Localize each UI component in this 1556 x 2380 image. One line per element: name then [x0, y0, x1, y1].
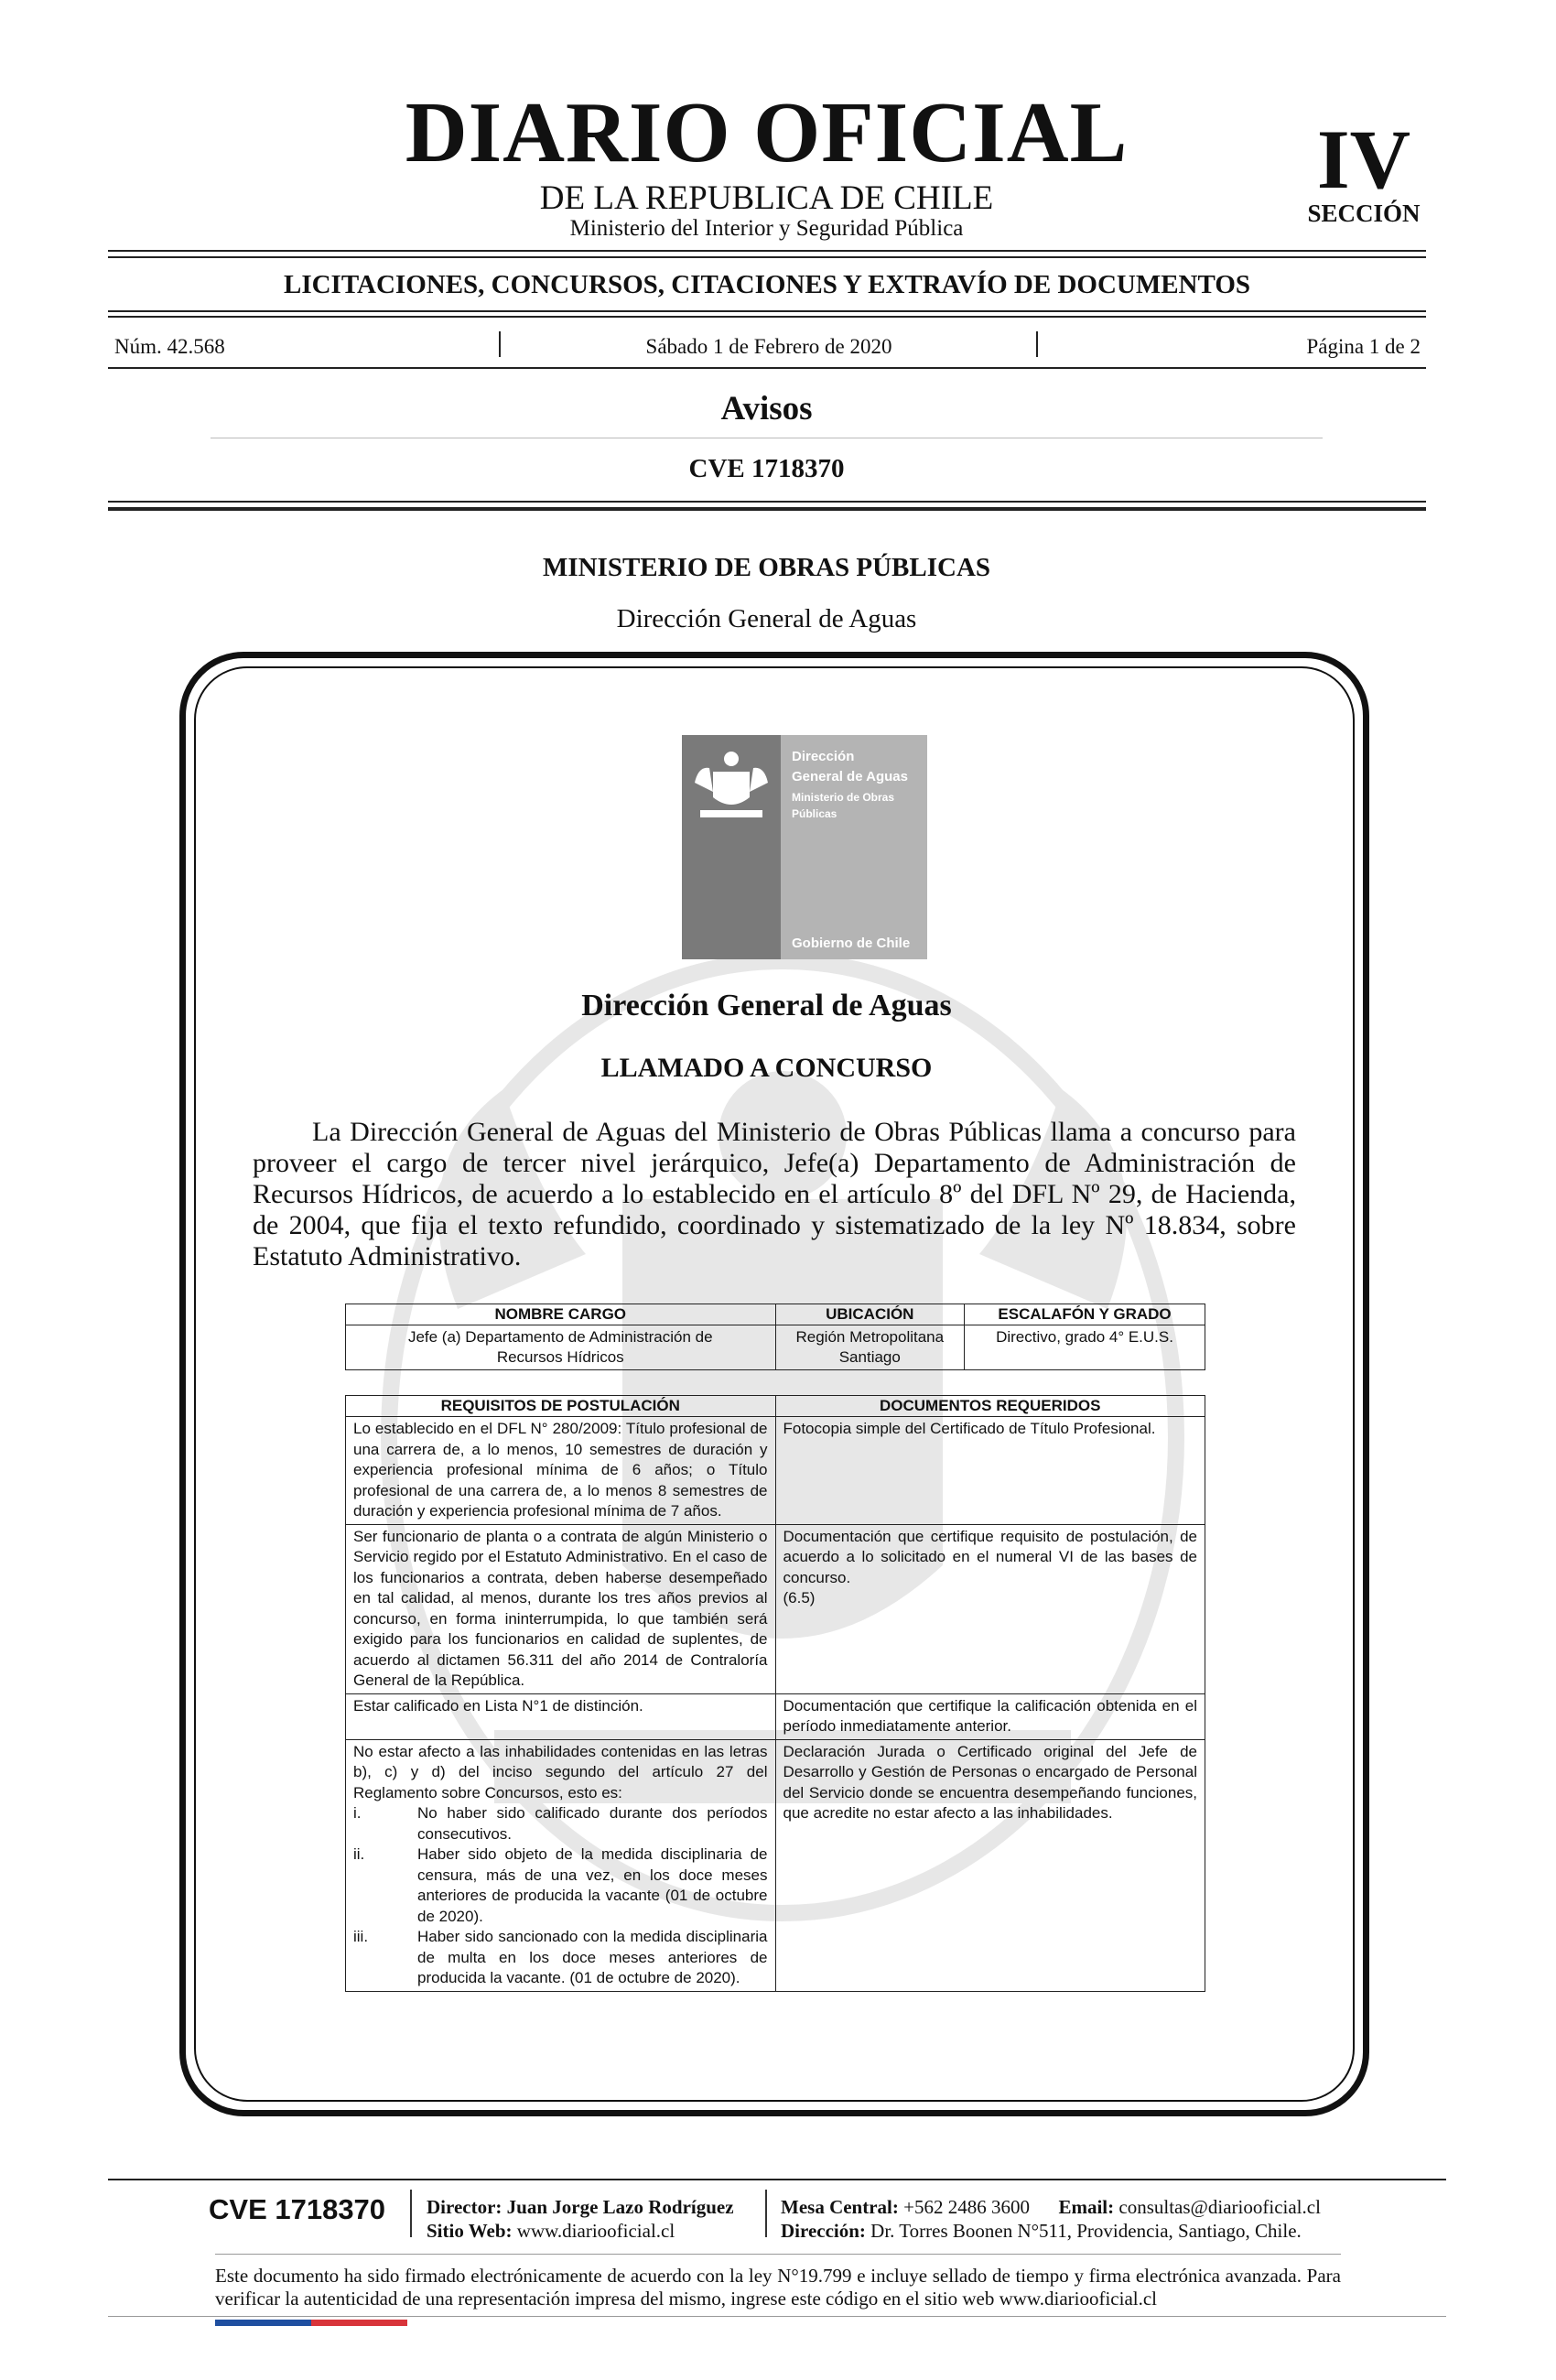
- newspaper-ministry: Ministerio del Interior y Seguridad Pública: [569, 216, 964, 241]
- issue-separator: [1036, 331, 1038, 357]
- category-divider-bottom: [108, 316, 1426, 318]
- document-cell: Fotocopia simple del Certificado de Título Profesional.: [775, 1417, 1205, 1525]
- table-header: ESCALAFÓN Y GRADO: [965, 1304, 1205, 1325]
- document-cell: Documentación que certifique la calificación obtenida en el período inmediatamente anterior.: [775, 1693, 1205, 1739]
- position-cargo-cell: [346, 1325, 776, 1370]
- table-row: [346, 1693, 1205, 1739]
- notice-title: Dirección General de Aguas: [581, 989, 952, 1022]
- issue-page: Página 1 de 2: [1306, 335, 1421, 358]
- document-note: (6.5): [783, 1589, 816, 1606]
- list-item-text: No haber sido calificado durante dos períodos consecutivos.: [417, 1804, 768, 1843]
- section-number: IV: [1316, 113, 1411, 206]
- issue-date: Sábado 1 de Febrero de 2020: [645, 335, 892, 358]
- phone-value: +562 2486 3600: [903, 2196, 1030, 2218]
- requirement-cell: Estar calificado en Lista N°1 de distinción.: [346, 1693, 776, 1739]
- footer-bottom-divider: [108, 2316, 1446, 2317]
- table-row: [346, 1524, 1205, 1693]
- cve-divider-bottom: [108, 507, 1426, 511]
- email-label: Email:: [1058, 2196, 1115, 2218]
- table-header: REQUISITOS DE POSTULACIÓN: [346, 1396, 776, 1417]
- position-cargo-line: Jefe (a) Departamento de Administración de: [407, 1328, 713, 1346]
- footer-cve: CVE 1718370: [209, 2193, 386, 2225]
- newspaper-subtitle: DE LA REPUBLICA DE CHILE: [539, 179, 994, 217]
- requirements-table: [345, 1395, 1205, 1992]
- masthead-divider-top: [108, 250, 1426, 252]
- table-row: [346, 1417, 1205, 1525]
- footer-separator: [410, 2190, 412, 2237]
- footer-separator: [765, 2190, 767, 2237]
- flag-stripe-red: [311, 2320, 407, 2326]
- list-item-text: Haber sido objeto de la medida disciplinaria de censura, más de una vez, en los doce meses anteriores de producida la vacante (01 de octubre de 2020).: [417, 1845, 768, 1925]
- document-cell: Declaración Jurada o Certificado original del Jefe de Desarrollo y Gestión de Personas o encargado de Personal del Servicio donde se encuentra desempeñando funciones, que acredite no estar afecto a las inhabilidades.: [775, 1739, 1205, 1991]
- footer-legal-notice: Este documento ha sido firmado electrónicamente de acuerdo con la ley N°19.799 e incluye sellado de tiempo y firma electrónica avanzada. Para verificar la autenticidad de una representación impresa del mismo, ingrese este código en el sitio web www.diariooficial.cl: [215, 2265, 1341, 2310]
- table-header: NOMBRE CARGO: [346, 1304, 776, 1325]
- requirement-cell: Ser funcionario de planta o a contrata de algún Ministerio o Servicio regido por el Estatuto Administrativo. En el caso de los funcionarios a contrata, deben haberse desempeñado en tal calidad, al menos, durante los tres años previos al concurso, en forma ininterrumpida, lo que también será exigido para los funcionarios en calidad de suplentes, de acuerdo al dictamen 56.311 del año 2014 de Contraloría General de la República.: [346, 1524, 776, 1693]
- position-cargo-line: Recursos Hídricos: [496, 1348, 624, 1366]
- address-value: Dr. Torres Boonen N°511, Providencia, Santiago, Chile.: [870, 2220, 1302, 2242]
- masthead-divider-bottom: [108, 256, 1426, 258]
- notice-call: LLAMADO A CONCURSO: [600, 1053, 933, 1083]
- list-item: [353, 1927, 768, 1989]
- web-link[interactable]: www.diariooficial.cl: [516, 2220, 675, 2242]
- newspaper-title: DIARIO OFICIAL: [405, 85, 1129, 180]
- cve-divider-top: [108, 501, 1426, 503]
- section-heading: Avisos: [720, 390, 813, 427]
- position-grade-cell: Directivo, grado 4° E.U.S.: [965, 1325, 1205, 1370]
- list-item-number: i.: [353, 1804, 362, 1822]
- document-cell: [775, 1524, 1205, 1693]
- logo-line-1: Dirección: [792, 749, 855, 764]
- email-link[interactable]: consultas@diariooficial.cl: [1118, 2196, 1321, 2218]
- notice-body: La Dirección General de Aguas del Ministerio de Obras Públicas llama a concurso para proveer el cargo de tercer nivel jerárquico, Jefe(a) Departamento de Administración de Recursos Hídricos, de acuerdo a lo establecido en el artículo 8º del DFL Nº 29, de Hacienda, de 2004, que fija el texto refundido, coordinado y sistematizado de la ley Nº 18.834, sobre Estatuto Administrativo.: [253, 1117, 1296, 1271]
- list-item-number: ii.: [353, 1845, 365, 1863]
- document-text: Documentación que certifique requisito de postulación, de acuerdo a lo solicitado en el numeral VI de las bases de concurso.: [783, 1527, 1197, 1586]
- flag-stripe-blue: [215, 2320, 311, 2326]
- address-label: Dirección:: [781, 2220, 866, 2242]
- logo-line-4: Públicas: [792, 807, 837, 820]
- director-label: Director:: [427, 2196, 502, 2218]
- web-label: Sitio Web:: [427, 2220, 513, 2242]
- footer-director-block: [427, 2195, 734, 2243]
- category-divider-top: [108, 310, 1426, 312]
- agency-heading: Dirección General de Aguas: [616, 604, 917, 633]
- requirement-intro: No estar afecto a las inhabilidades contenidas en las letras b), c) y d) del inciso segundo del artículo 27 del Reglamento sobre Concursos, esto es:: [353, 1742, 768, 1801]
- logo-footer: Gobierno de Chile: [792, 936, 911, 951]
- dga-logo: [682, 735, 927, 959]
- section-label: SECCIÓN: [1307, 200, 1421, 227]
- position-location-line: Santiago: [838, 1348, 901, 1366]
- footer-legal-divider: [215, 2254, 1341, 2255]
- table-row: [346, 1325, 1205, 1370]
- position-table: [345, 1304, 1205, 1370]
- requirement-cell: [346, 1739, 776, 1991]
- table-header: UBICACIÓN: [775, 1304, 965, 1325]
- category-banner: LICITACIONES, CONCURSOS, CITACIONES Y EXTRAVÍO DE DOCUMENTOS: [283, 270, 1251, 299]
- phone-label: Mesa Central:: [781, 2196, 899, 2218]
- logo-line-3: Ministerio de Obras: [792, 791, 895, 804]
- table-header-row: [346, 1304, 1205, 1325]
- director-name: Juan Jorge Lazo Rodríguez: [506, 2196, 734, 2218]
- list-item-text: Haber sido sancionado con la medida disciplinaria de multa en los doce meses anteriores de producida la vacante. (01 de octubre de 2020).: [417, 1928, 768, 1986]
- requirement-cell: Lo establecido en el DFL N° 280/2009: Título profesional de una carrera de, a lo menos, 10 semestres de duración y experiencia profesional mínima de 6 años; o Título profesional de una carrera de, a lo menos 8 semestres de duración y experiencia profesional mínima de 7 años.: [346, 1417, 776, 1525]
- cve-code: CVE 1718370: [688, 454, 845, 483]
- position-location-line: Región Metropolitana: [795, 1328, 945, 1346]
- list-item: [353, 1844, 768, 1927]
- issue-number: Núm. 42.568: [114, 335, 225, 358]
- position-location-cell: [775, 1325, 965, 1370]
- list-item-number: iii.: [353, 1928, 369, 1945]
- issue-divider: [108, 367, 1426, 369]
- footer-divider: [108, 2179, 1446, 2180]
- ministry-heading: MINISTERIO DE OBRAS PÚBLICAS: [542, 553, 991, 582]
- table-row: [346, 1739, 1205, 1991]
- logo-line-2: General de Aguas: [792, 769, 908, 784]
- table-header: DOCUMENTOS REQUERIDOS: [775, 1396, 1205, 1417]
- table-header-row: [346, 1396, 1205, 1417]
- list-item: [353, 1803, 768, 1844]
- footer-contact-block: [781, 2195, 1321, 2243]
